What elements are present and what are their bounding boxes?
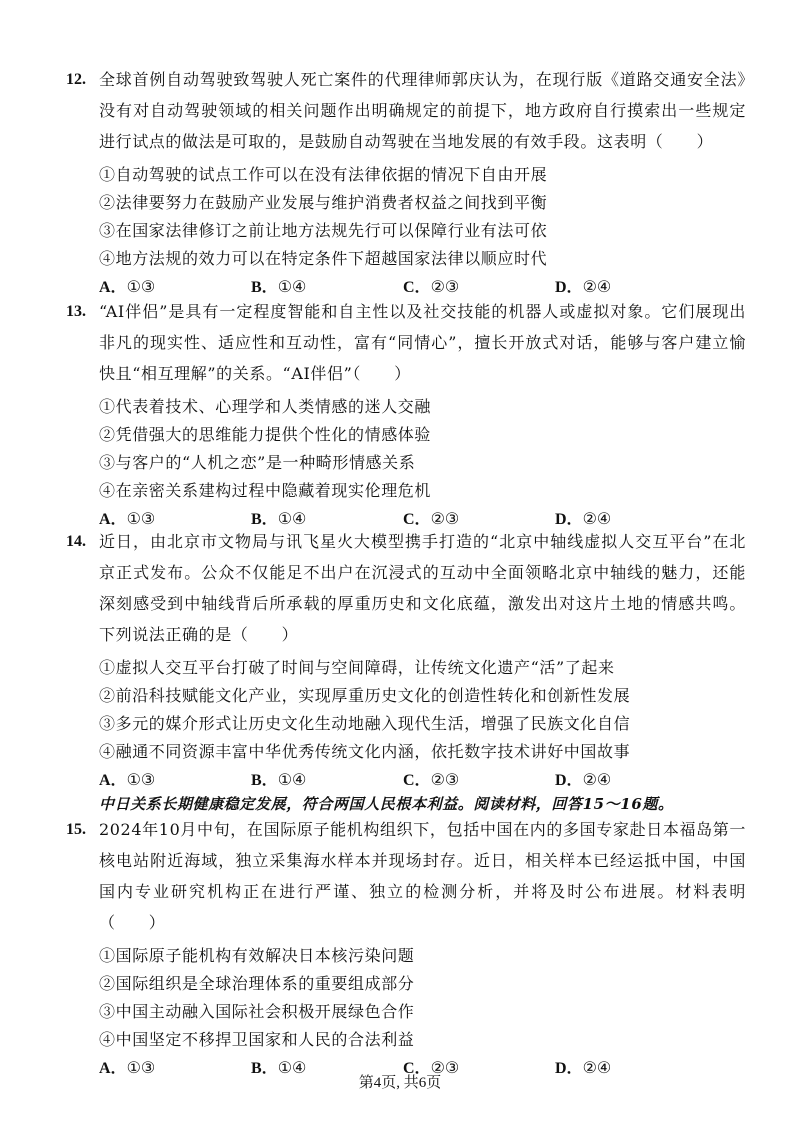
statement-1: ①国际原子能机构有效解决日本核污染问题	[99, 946, 415, 965]
choice-b[interactable]: B．①④	[251, 277, 307, 296]
choice-a[interactable]: A．①③	[99, 277, 156, 296]
choice-c[interactable]: C．②③	[403, 1058, 460, 1077]
question-number: 12.	[66, 71, 86, 88]
choice-c[interactable]: C．②③	[403, 277, 460, 296]
choice-d[interactable]: D．②④	[555, 770, 612, 789]
statement-2: ②国际组织是全球治理体系的重要组成部分	[99, 974, 415, 993]
statement-2: ②前沿科技赋能文化产业，实现厚重历史文化的创造性转化和创新性发展	[99, 686, 631, 705]
choice-d[interactable]: D．②④	[555, 1058, 612, 1077]
question-stem: “AI伴侣”是具有一定程度智能和自主性以及社交技能的机器人或虚拟对象。它们展现出非凡的现实性、适应性和互动性，富有“同情心”，擅长开放式对话，能够与客户建立愉快且“相互理解”的关系。“AI伴侣”（ ）	[99, 302, 746, 383]
question-14	[66, 526, 746, 794]
choice-b[interactable]: B．①④	[251, 1058, 307, 1077]
statement-4: ④在亲密关系建构过程中隐藏着现实伦理危机	[99, 481, 432, 500]
statement-1: ①虚拟人交互平台打破了时间与空间障碍，让传统文化遗产“活”了起来	[99, 658, 615, 677]
choice-a[interactable]: A．①③	[99, 1058, 156, 1077]
choice-d[interactable]: D．②④	[555, 277, 612, 296]
choice-c[interactable]: C．②③	[403, 770, 460, 789]
statement-4: ④地方法规的效力可以在特定条件下超越国家法律以顺应时代	[99, 249, 548, 268]
question-number: 13.	[66, 303, 86, 320]
question-15	[66, 814, 746, 1082]
choice-b[interactable]: B．①④	[251, 770, 307, 789]
statement-4: ④融通不同资源丰富中华优秀传统文化内涵，依托数字技术讲好中国故事	[99, 742, 631, 761]
question-13	[66, 296, 746, 533]
question-stem: 2024年10月中旬，在国际原子能机构组织下，包括中国在内的多国专家赴日本福岛第一核电站附近海域，独立采集海水样本并现场封存。近日，相关样本已经运抵中国，中国国内专业研究机构正在进行严谨、独立的检测分析，并将及时公布进展。材料表明（ ）	[99, 820, 746, 932]
choice-a[interactable]: A．①③	[99, 509, 156, 528]
choice-d[interactable]: D．②④	[555, 509, 612, 528]
question-number: 15.	[66, 821, 86, 838]
choice-b[interactable]: B．①④	[251, 509, 307, 528]
section-instruction: 中日关系长期健康稳定发展，符合两国人民根本利益。阅读材料，回答15～16题。	[99, 795, 674, 813]
page-footer: 第4页, 共6页	[358, 1075, 442, 1091]
statement-4: ④中国坚定不移捍卫国家和人民的合法利益	[99, 1030, 415, 1049]
question-12	[66, 64, 746, 301]
question-stem: 全球首例自动驾驶致驾驶人死亡案件的代理律师郭庆认为，在现行版《道路交通安全法》没有对自动驾驶领域的相关问题作出明确规定的前提下，地方政府自行摸索出一些规定进行试点的做法是可取的，是鼓励自动驾驶在当地发展的有效手段。这表明（ ）	[99, 70, 746, 151]
statement-1: ①代表着技术、心理学和人类情感的迷人交融	[99, 397, 432, 416]
statement-2: ②凭借强大的思维能力提供个性化的情感体验	[99, 425, 432, 444]
statement-3: ③在国家法律修订之前让地方法规先行可以保障行业有法可依	[99, 221, 548, 240]
question-number: 14.	[66, 533, 86, 550]
question-stem: 近日，由北京市文物局与讯飞星火大模型携手打造的“北京中轴线虚拟人交互平台”在北京正式发布。公众不仅能足不出户在沉浸式的互动中全面领略北京中轴线的魅力，还能深刻感受到中轴线背后所承载的厚重历史和文化底蕴，激发出对这片土地的情感共鸣。下列说法正确的是（ ）	[99, 532, 746, 644]
statement-2: ②法律要努力在鼓励产业发展与维护消费者权益之间找到平衡	[99, 193, 548, 212]
statement-3: ③与客户的“人机之恋”是一种畸形情感关系	[99, 453, 416, 472]
statement-3: ③中国主动融入国际社会积极开展绿色合作	[99, 1002, 415, 1021]
statement-3: ③多元的媒介形式让历史文化生动地融入现代生活，增强了民族文化自信	[99, 714, 631, 733]
choice-a[interactable]: A．①③	[99, 770, 156, 789]
statement-1: ①自动驾驶的试点工作可以在没有法律依据的情况下自由开展	[99, 165, 548, 184]
choice-c[interactable]: C．②③	[403, 509, 460, 528]
